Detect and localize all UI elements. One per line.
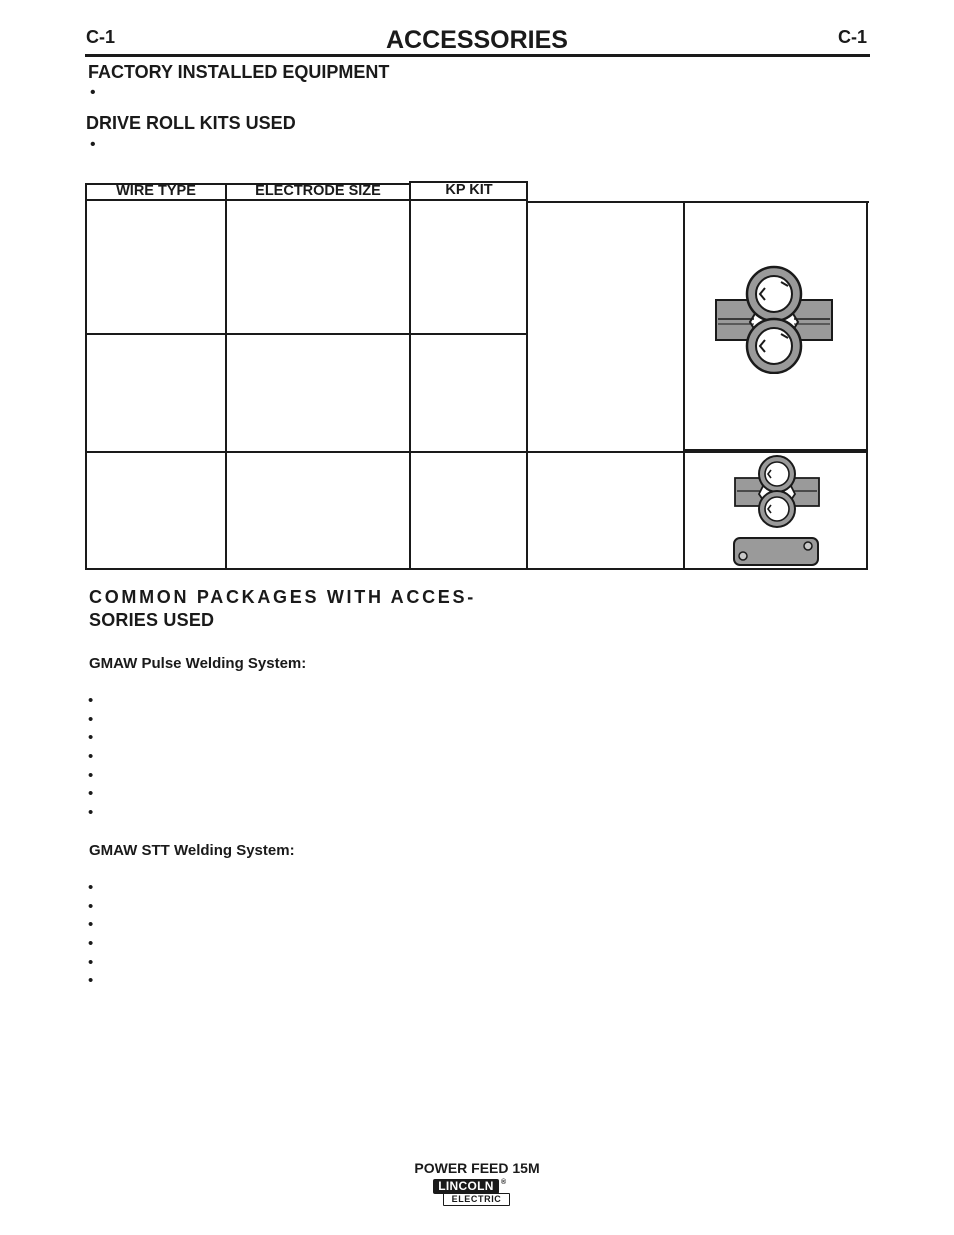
column-header-electrode-size: ELECTRODE SIZE <box>255 183 381 199</box>
common-packages-heading-line1: COMMON PACKAGES WITH ACCES- <box>89 587 476 607</box>
footer-product-name: POWER FEED 15M <box>414 1160 540 1176</box>
column-header-kp-kit: KP KIT <box>445 182 493 198</box>
common-packages-heading <box>89 586 476 632</box>
registered-mark: ® <box>501 1179 507 1186</box>
list-item <box>88 915 93 934</box>
column-header-wire-type: WIRE TYPE <box>116 183 196 199</box>
gmaw-stt-heading: GMAW STT Welding System: <box>89 842 295 859</box>
drive-roll-kit-with-guide-icon <box>731 454 823 568</box>
common-packages-heading-line2: SORIES USED <box>89 610 215 630</box>
list-item <box>88 766 93 785</box>
page-code-right: C-1 <box>838 27 868 47</box>
list-item <box>88 878 93 897</box>
lincoln-electric-logo <box>433 1179 513 1207</box>
list-item <box>88 803 93 822</box>
gmaw-pulse-heading: GMAW Pulse Welding System: <box>89 655 307 672</box>
drive-roll-heading: DRIVE ROLL KITS USED <box>86 113 296 133</box>
page-code-left: C-1 <box>86 27 116 47</box>
list-item <box>88 710 93 729</box>
page-title: ACCESSORIES <box>386 26 568 54</box>
factory-installed-heading: FACTORY INSTALLED EQUIPMENT <box>88 62 390 82</box>
list-item <box>88 934 93 953</box>
list-item <box>88 953 93 972</box>
gmaw-stt-list <box>88 878 93 990</box>
drive-roll-pair-icon <box>710 262 838 374</box>
logo-electric-text: ELECTRIC <box>443 1193 510 1206</box>
header-rule <box>85 54 870 57</box>
list-item <box>88 971 93 990</box>
logo-lincoln-text: LINCOLN <box>433 1179 499 1194</box>
list-item <box>88 728 93 747</box>
list-item <box>88 784 93 803</box>
list-item <box>88 897 93 916</box>
gmaw-pulse-list <box>88 691 93 822</box>
drive-roll-bullet: • <box>90 136 96 153</box>
list-item <box>88 747 93 766</box>
factory-installed-bullet: • <box>90 84 96 101</box>
list-item <box>88 691 93 710</box>
